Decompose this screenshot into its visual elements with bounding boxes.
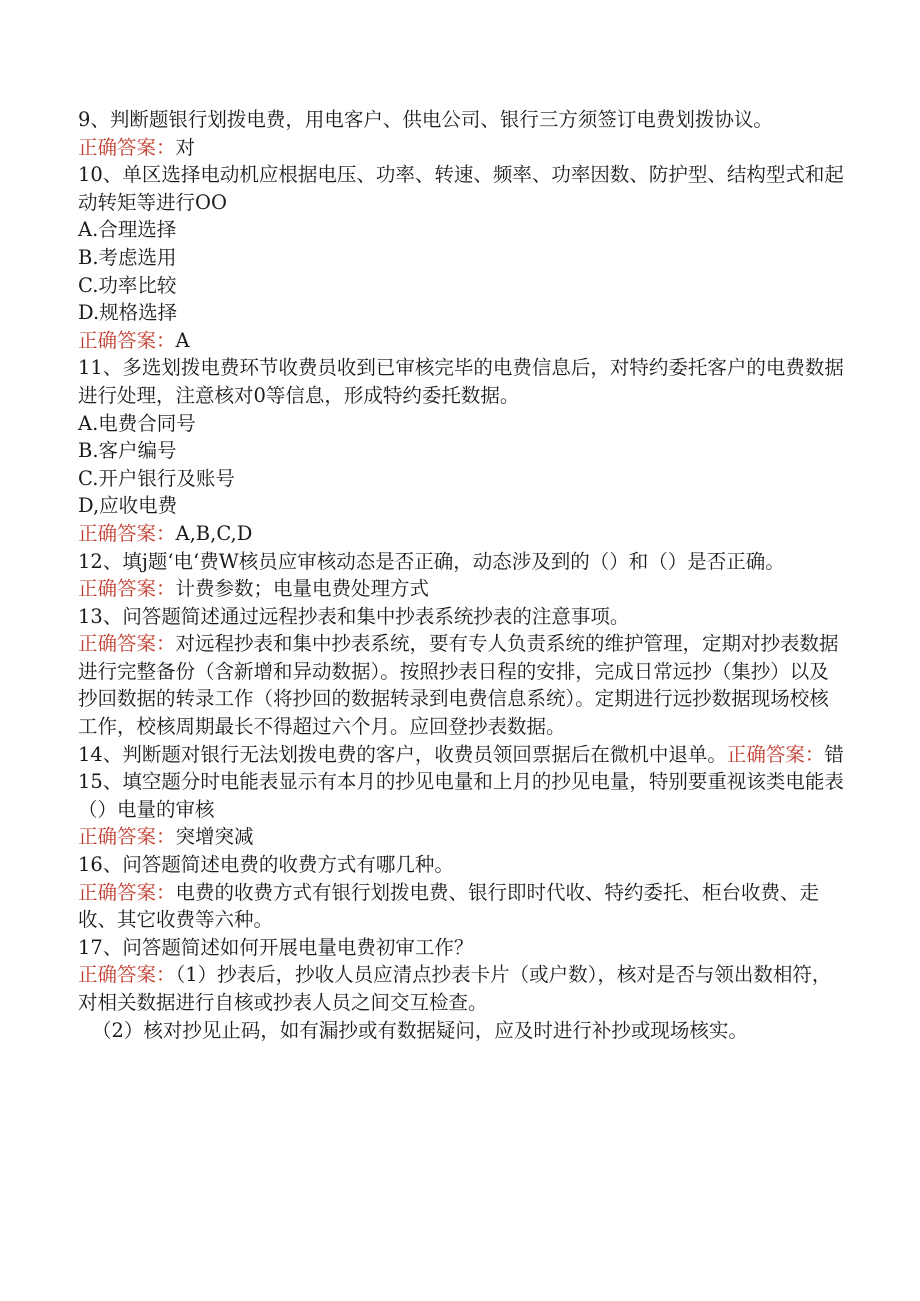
- question-15-stem: 15、填空题分时电能表显示有本月的抄见电量和上月的抄见电量，特别要重视该类电能表（）电量的审核: [78, 770, 844, 821]
- question-17-stem: 17、问答题简述如何开展电量电费初审工作？: [78, 935, 474, 959]
- question-11-answer: [78, 520, 848, 548]
- question-10-option-d: D.规格选择: [78, 301, 178, 325]
- answer-label: 正确答案：: [78, 963, 176, 987]
- answer-label: 正确答案：: [78, 328, 176, 352]
- question-10-option-c: C.功率比较: [78, 273, 177, 297]
- answer-label: 正确答案：: [78, 880, 176, 904]
- answer-value: 计费参数；电量电费处理方式: [175, 577, 430, 601]
- question-10-option-a: A.合理选择: [78, 218, 177, 242]
- document-page: [78, 106, 848, 1044]
- question-10-answer: [78, 327, 848, 355]
- question-15-answer: [78, 823, 848, 851]
- question-10-option-b: B.考虑选用: [78, 245, 177, 269]
- question-11-option-d: D,应收电费: [78, 494, 178, 518]
- answer-label: 正确答案：: [78, 825, 176, 849]
- answer-value: 突增突减: [175, 825, 254, 849]
- question-14: [78, 741, 848, 769]
- question-12-answer: [78, 575, 848, 603]
- answer-label: 正确答案：: [726, 742, 825, 766]
- answer-value: A: [175, 328, 190, 352]
- question-16-answer: [78, 879, 848, 934]
- answer-value: 电费的收费方式有银行划拨电费、银行即时代收、特约委托、柜台收费、走收、其它收费等六种。: [78, 880, 820, 932]
- question-11-option-c: C.开户银行及账号: [78, 466, 235, 490]
- question-9-answer: [78, 134, 848, 162]
- answer-label: 正确答案：: [78, 632, 176, 656]
- question-13-answer: [78, 630, 848, 740]
- question-14-stem: 14、判断题对银行无法划拨电费的客户，收费员领回票据后在微机中退单。: [78, 742, 727, 766]
- answer-value: 对: [175, 135, 196, 159]
- answer-value: A,B,C,D: [175, 521, 253, 545]
- question-17-answer-cont: （2）核对抄见止码，如有漏抄或有数据疑问，应及时进行补抄或现场核实。: [92, 1018, 748, 1042]
- answer-value: 错: [824, 742, 844, 766]
- question-11-option-a: A.电费合同号: [78, 411, 196, 435]
- answer-value: 对远程抄表和集中抄表系统，要有专人负责系统的维护管理，定期对抄表数据进行完整备份（含新增和异动数据）。按照抄表日程的安排，完成日常远抄（集抄）以及抄回数据的转录工作（将抄回的数据转录到电费信息系统）。定期进行远抄数据现场校核工作，校核周期最长不得超过六个月。应回登抄表数据。: [78, 632, 839, 739]
- answer-value-1: （1）抄表后，抄收人员应清点抄表卡片（或户数），核对是否与领出数相符，对相关数据进行自核或抄表人员之间交互检查。: [78, 963, 832, 1014]
- question-17-answer: [78, 961, 848, 1016]
- answer-label: 正确答案：: [78, 521, 176, 545]
- question-16-stem: 16、问答题简述电费的收费方式有哪几种。: [78, 853, 454, 877]
- question-12-stem: 12、填j题‘电‘费W核员应审核动态是否正确，动态涉及到的（）和（）是否正确。: [78, 549, 785, 573]
- question-11-option-b: B.客户编号: [78, 439, 177, 463]
- question-9-stem: 9、判断题银行划拨电费，用电客户、供电公司、银行三方须签订电费划拨协议。: [78, 108, 773, 131]
- answer-label: 正确答案：: [78, 577, 176, 601]
- question-13-stem: 13、问答题简述通过远程抄表和集中抄表系统抄表的注意事项。: [78, 604, 630, 628]
- answer-label: 正确答案：: [78, 135, 176, 159]
- question-11-stem: 11、多选划拨电费环节收费员收到已审核完毕的电费信息后，对特约委托客户的电费数据进行处理，注意核对0等信息，形成特约委托数据。: [78, 356, 844, 407]
- question-10-stem: 10、单区选择电动机应根据电压、功率、转速、频率、功率因数、防护型、结构型式和起动转矩等进行OO: [78, 163, 844, 214]
